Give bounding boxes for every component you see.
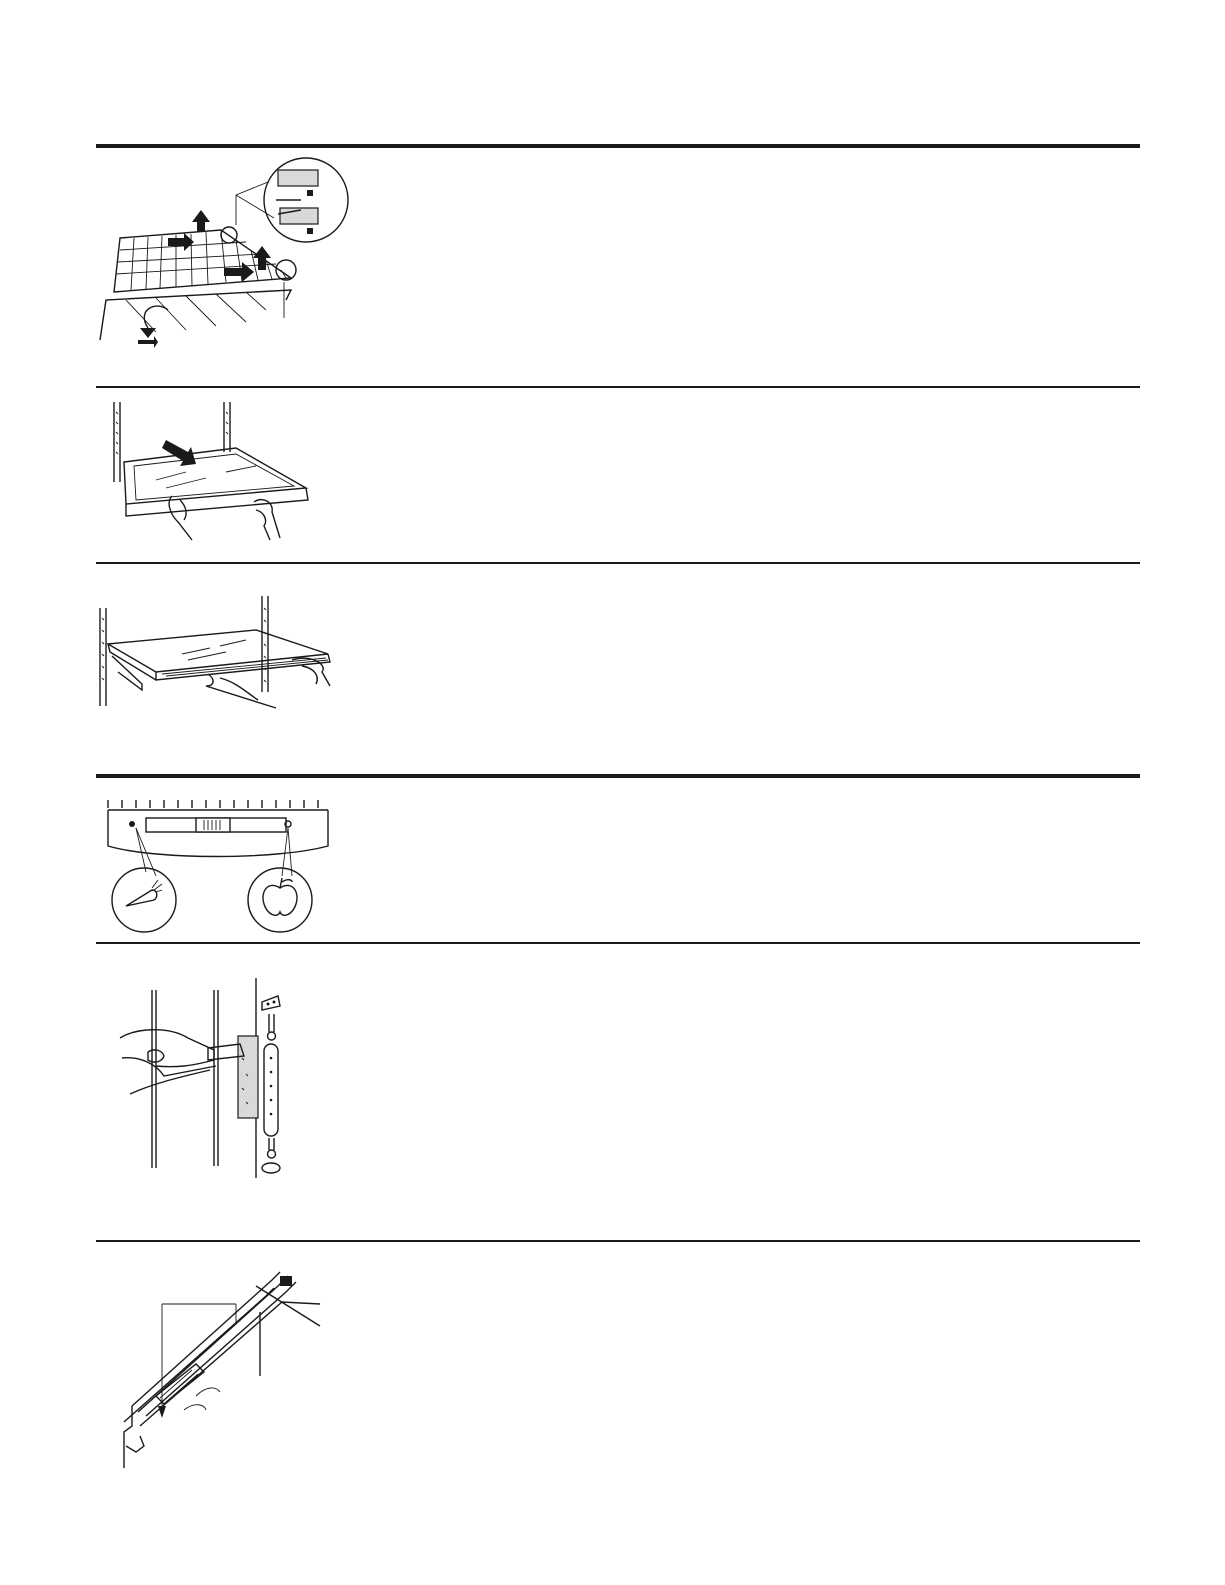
crisper-control-section xyxy=(96,780,1140,940)
meat-pan-illustration xyxy=(96,948,356,1188)
section-divider xyxy=(96,386,1140,388)
meat-pan-section xyxy=(96,948,1140,1240)
wire-shelf-section xyxy=(96,150,1140,385)
section-divider xyxy=(96,774,1140,778)
carrot-icon xyxy=(112,868,176,932)
section-divider xyxy=(96,144,1140,148)
spillproof-shelf-section xyxy=(96,568,1140,773)
cheese-icon xyxy=(262,996,280,1010)
crisper-control-illustration xyxy=(96,780,356,938)
spillproof-shelf-illustration xyxy=(96,568,356,718)
wire-shelf-illustration xyxy=(96,150,356,380)
thermometer-icon xyxy=(269,1014,274,1032)
section-divider xyxy=(96,1240,1140,1242)
glass-shelf-section xyxy=(96,392,1140,562)
drawer-rail-section xyxy=(96,1246,1140,1476)
drawer-rail-illustration xyxy=(96,1246,356,1471)
section-divider xyxy=(96,562,1140,564)
glass-shelf-illustration xyxy=(96,392,356,557)
section-divider xyxy=(96,942,1140,944)
meat-icon xyxy=(262,1163,280,1173)
